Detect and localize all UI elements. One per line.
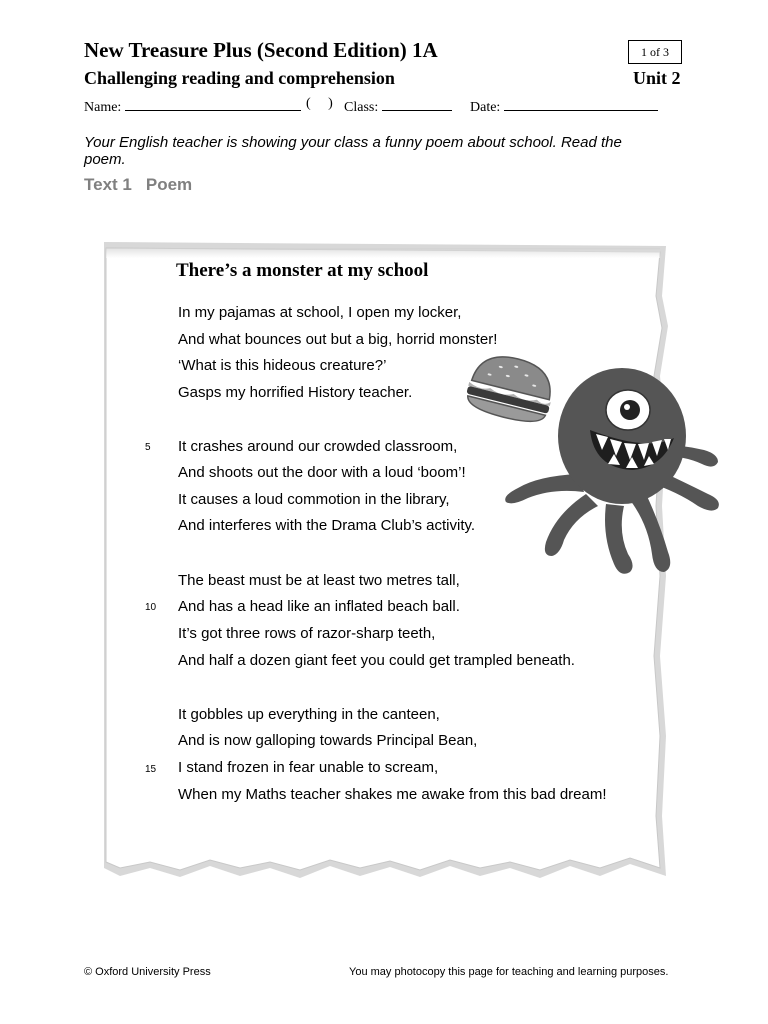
poem-line: And interferes with the Drama Club’s activity. (178, 517, 476, 534)
text-number: Text 1 (84, 175, 132, 194)
name-field[interactable] (84, 96, 301, 116)
page-indicator: 1 of 3 (628, 40, 682, 64)
class-field[interactable] (344, 96, 452, 116)
line-number: 15 (145, 764, 157, 775)
class-number-paren: ( ) (306, 96, 333, 111)
photocopy-note: You may photocopy this page for teaching and learning purposes. (349, 966, 669, 978)
poem-title: There’s a monster at my school (176, 260, 429, 281)
intro-text: Your English teacher is showing your class a funny poem about school. Read the poem. (84, 134, 622, 168)
class-number-field[interactable] (306, 96, 333, 112)
copyright: © Oxford University Press (84, 966, 211, 978)
date-field[interactable] (470, 96, 658, 116)
class-label: Class: (344, 100, 379, 115)
poem-line: The beast must be at least two metres tall, (178, 572, 460, 589)
date-label: Date: (470, 100, 501, 115)
poem-line: When my Maths teacher shakes me awake from this bad dream! (178, 786, 607, 803)
poem-line: And has a head like an inflated beach ball. (178, 598, 460, 615)
poem-line: It causes a loud commotion in the library, (178, 491, 450, 508)
worksheet-subtitle: Challenging reading and comprehension (84, 68, 395, 88)
name-label: Name: (84, 100, 122, 115)
text-label (84, 175, 206, 195)
poem-line: And shoots out the door with a loud ‘boom’! (178, 464, 466, 481)
poem-line: It’s got three rows of razor-sharp teeth, (178, 625, 436, 642)
class-blank[interactable] (382, 96, 452, 111)
line-number: 10 (145, 602, 157, 613)
poem-line: It crashes around our crowded classroom, (178, 438, 458, 455)
poem-line: And half a dozen giant feet you could get trampled beneath. (178, 652, 575, 669)
poem-line: ‘What is this hideous creature?’ (178, 357, 387, 374)
text-type: Poem (145, 175, 193, 194)
line-number: 5 (145, 442, 151, 453)
poem-line: Gasps my horrified History teacher. (178, 384, 413, 401)
book-title: New Treasure Plus (Second Edition) 1A (84, 38, 438, 62)
date-blank[interactable] (504, 96, 658, 111)
name-blank[interactable] (125, 96, 301, 111)
poem-line: And what bounces out but a big, horrid monster! (178, 331, 498, 348)
poem-line: And is now galloping towards Principal Bean, (178, 732, 478, 749)
one-eyed-octopus-monster-icon (498, 364, 724, 586)
unit-label: Unit 2 (633, 68, 681, 88)
poem-line: It gobbles up everything in the canteen, (178, 706, 440, 723)
poem-line: In my pajamas at school, I open my locker, (178, 304, 462, 321)
poem-line: I stand frozen in fear unable to scream, (178, 759, 439, 776)
